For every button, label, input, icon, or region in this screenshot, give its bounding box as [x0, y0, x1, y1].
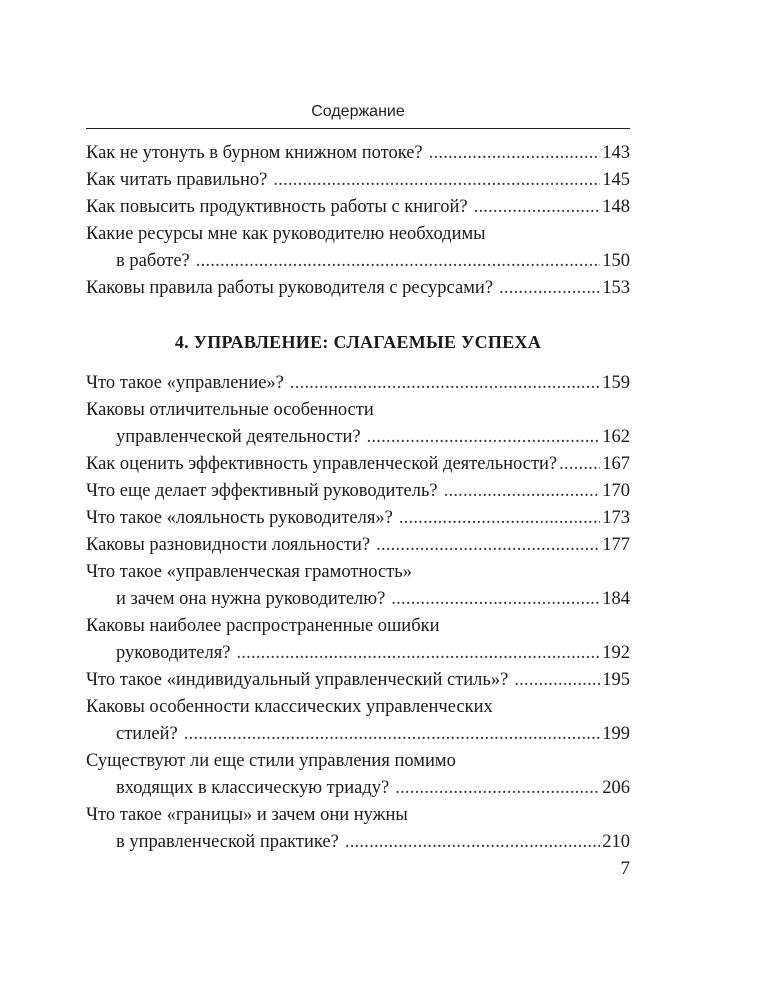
- entry-title: Как читать правильно?: [86, 170, 268, 190]
- entry-title-continuation: в управленческой практике?: [116, 832, 339, 852]
- toc-entry: [86, 275, 630, 302]
- entry-page-number: 173: [602, 508, 630, 528]
- entry-page-number: 206: [602, 778, 630, 798]
- entry-page-number: 184: [602, 589, 630, 609]
- toc-entry: [86, 478, 630, 505]
- entry-title: Каковы отличительные особенности: [86, 400, 374, 420]
- dot-leader: [236, 640, 600, 667]
- dot-leader: [376, 532, 600, 559]
- entry-title-continuation: управленческой деятельности?: [116, 427, 361, 447]
- entry-page-number: 145: [602, 170, 630, 190]
- entry-title: Что такое «границы» и зачем они нужны: [86, 805, 408, 825]
- toc-entry: [86, 451, 630, 478]
- entry-title: Что такое «управление»?: [86, 373, 284, 393]
- dot-leader: [429, 140, 601, 167]
- toc-entry-first-line: [86, 694, 630, 721]
- entry-title: Как оценить эффективность управленческой деятельности?: [86, 454, 558, 474]
- entry-page-number: 167: [602, 454, 630, 474]
- entry-title-continuation: руководителя?: [116, 643, 231, 663]
- toc-entry-first-line: [86, 559, 630, 586]
- toc-entry: [86, 167, 630, 194]
- toc-entry: [86, 140, 630, 167]
- dot-leader: [345, 829, 600, 856]
- entry-title: Какие ресурсы мне как руководителю необходимы: [86, 224, 486, 244]
- dot-leader: [196, 248, 601, 275]
- dot-leader: [474, 194, 601, 221]
- dot-leader: [559, 451, 600, 478]
- dot-leader: [395, 775, 600, 802]
- dot-leader: [444, 478, 601, 505]
- entry-page-number: 148: [602, 197, 630, 217]
- entry-page-number: 143: [602, 143, 630, 163]
- toc-entry: [86, 667, 630, 694]
- toc-entry-first-line: [86, 802, 630, 829]
- entry-page-number: 170: [602, 481, 630, 501]
- toc-entry: [86, 532, 630, 559]
- entry-title: Что еще делает эффективный руководитель?: [86, 481, 438, 501]
- toc-entry-first-line: [86, 221, 630, 248]
- toc-entry-continuation: [86, 248, 630, 275]
- dot-leader: [367, 424, 601, 451]
- toc-entry: [86, 370, 630, 397]
- entry-page-number: 153: [602, 278, 630, 298]
- toc-entry-continuation: [86, 424, 630, 451]
- entry-page-number: 210: [602, 832, 630, 852]
- entry-title: Каковы разновидности лояльности?: [86, 535, 371, 555]
- dot-leader: [399, 505, 600, 532]
- entry-title-continuation: входящих в классическую триаду?: [116, 778, 390, 798]
- entry-title: Как не утонуть в бурном книжном потоке?: [86, 143, 423, 163]
- entry-title: Каковы особенности классических управленческих: [86, 697, 493, 717]
- entry-title-continuation: и зачем она нужна руководителю?: [116, 589, 386, 609]
- entry-title: Существуют ли еще стили управления помимо: [86, 751, 456, 771]
- dot-leader: [273, 167, 600, 194]
- entry-page-number: 195: [602, 670, 630, 690]
- toc-entry-continuation: [86, 721, 630, 748]
- toc-entry-continuation: [86, 640, 630, 667]
- entry-title: Что такое «индивидуальный управленческий стиль»?: [86, 670, 509, 690]
- toc-entry-first-line: [86, 748, 630, 775]
- entry-page-number: 162: [602, 427, 630, 447]
- dot-leader: [499, 275, 600, 302]
- dot-leader: [184, 721, 600, 748]
- dot-leader: [514, 667, 600, 694]
- toc-entry-first-line: [86, 613, 630, 640]
- entry-page-number: 199: [602, 724, 630, 744]
- header-rule: [86, 128, 630, 129]
- entry-title: Каковы наиболее распространенные ошибки: [86, 616, 440, 636]
- entry-title-continuation: в работе?: [116, 251, 190, 271]
- toc-entry-continuation: [86, 775, 630, 802]
- entry-title-continuation: стилей?: [116, 724, 178, 744]
- page-number: 7: [620, 858, 630, 879]
- entry-title: Что такое «лояльность руководителя»?: [86, 508, 393, 528]
- entry-page-number: 150: [602, 251, 630, 271]
- entry-title: Каковы правила работы руководителя с ресурсами?: [86, 278, 494, 298]
- entry-title: Что такое «управленческая грамотность»: [86, 562, 412, 582]
- entry-title: Как повысить продуктивность работы с книгой?: [86, 197, 468, 217]
- toc-entry: [86, 505, 630, 532]
- toc-entry: [86, 194, 630, 221]
- dot-leader: [290, 370, 600, 397]
- dot-leader: [391, 586, 600, 613]
- entry-page-number: 192: [602, 643, 630, 663]
- entry-page-number: 159: [602, 373, 630, 393]
- running-head: Содержание: [311, 103, 405, 120]
- toc-entry-first-line: [86, 397, 630, 424]
- toc-entry-continuation: [86, 586, 630, 613]
- entry-page-number: 177: [602, 535, 630, 555]
- toc-entry-continuation: [86, 829, 630, 856]
- section-heading: 4. УПРАВЛЕНИЕ: СЛАГАЕМЫЕ УСПЕХА: [174, 332, 542, 352]
